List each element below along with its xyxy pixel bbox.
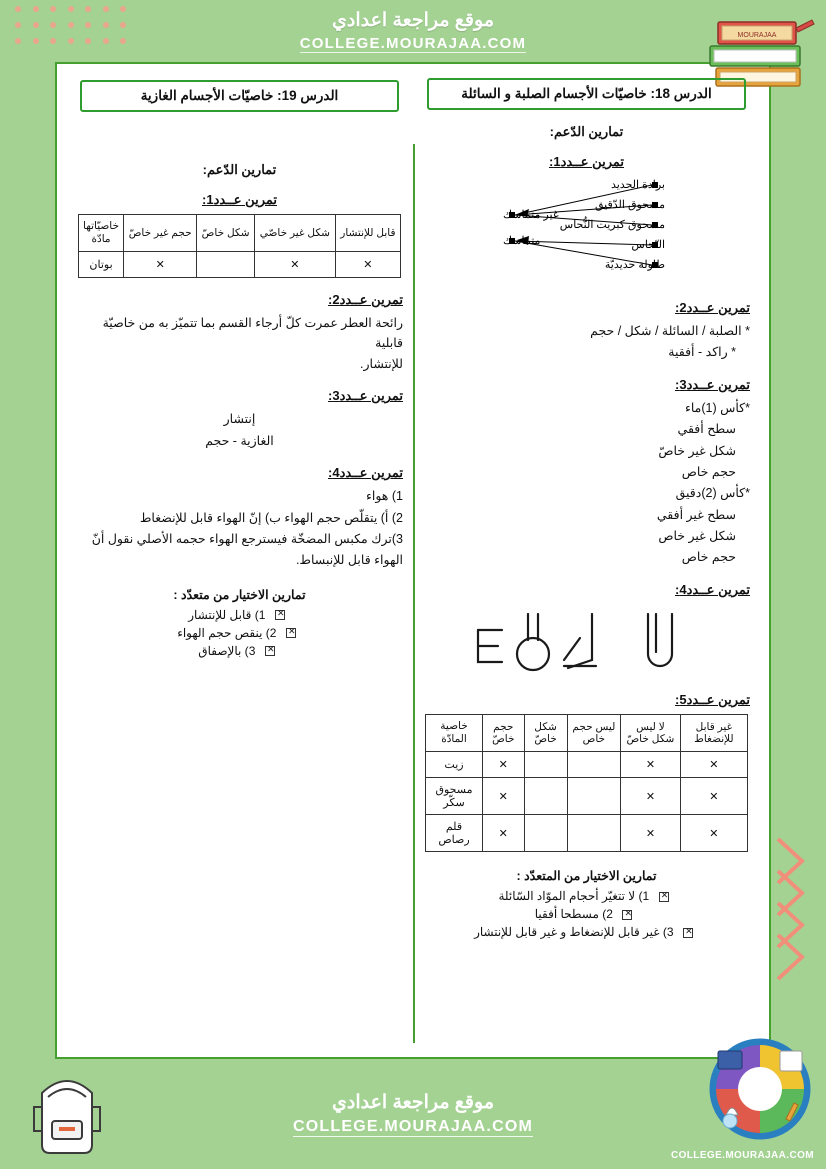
- cell: ✕: [621, 752, 681, 778]
- lesson-18-mcq-item-2: [423, 907, 750, 921]
- table-row: [426, 752, 748, 778]
- lesson-19-mcq-title: تمارين الاختيار من متعدّد :: [173, 587, 306, 602]
- lesson-18-mcq-item-1: [423, 889, 750, 903]
- mcq-label: 3) بالإصفاق: [198, 643, 256, 658]
- lesson-19-ex1-table-wrap: [76, 214, 403, 278]
- mcq-label: 3) غير قابل للإنضغاط و غير قابل للإنتشار: [474, 925, 674, 939]
- cell: [524, 815, 567, 852]
- table-row: [426, 778, 748, 815]
- table-header-row: [426, 714, 748, 751]
- cell: ✕: [680, 778, 747, 815]
- cell: [567, 752, 621, 778]
- cell: [197, 252, 255, 278]
- checkbox-icon[interactable]: [265, 646, 275, 656]
- col-header-no-volume: ليس حجم خاص: [567, 714, 621, 751]
- lesson-18-ex1-title: تمرين عــدد1:: [549, 154, 624, 169]
- cell: [567, 815, 621, 852]
- cell: ✕: [482, 752, 524, 778]
- lesson-19-ex4-line-2: 2) أ) يتقلّص حجم الهواء ب) إنّ الهواء قابل للإنضغاط: [139, 510, 403, 525]
- checkbox-icon[interactable]: [275, 610, 285, 620]
- svg-text:مسحوق الدّقيق: مسحوق الدّقيق: [594, 199, 665, 211]
- col-header-no-own-shape: شكل غير خاصّي: [254, 215, 335, 252]
- lesson-19-ex2-title: تمرين عــدد2:: [328, 292, 403, 308]
- corner-label-properties: خاصيّاتها: [83, 220, 119, 232]
- cell: [524, 752, 567, 778]
- lesson-19-ex4-line-1: 1) هواء: [366, 489, 403, 504]
- lesson-18-ex2-line-2: * راكد - أفقية: [668, 345, 736, 360]
- site-title: موقع مراجعة اعدادي: [332, 10, 494, 31]
- svg-text:مسحوق كبريت النُّحاس: مسحوق كبريت النُّحاس: [559, 219, 665, 231]
- cell: [524, 778, 567, 815]
- row-label: زيت: [426, 752, 483, 778]
- col-header-corner: [426, 714, 483, 751]
- lesson-19-ex2-line-2: للإنتشار.: [360, 357, 403, 371]
- lesson-18-ex3-line-6: سطح غير أفقي: [656, 507, 736, 522]
- matching-diagram: [437, 176, 737, 286]
- lesson-19-mcq-item-3: [76, 644, 403, 658]
- cell: ✕: [680, 815, 747, 852]
- table-row: [426, 815, 748, 852]
- cell: ✕: [621, 815, 681, 852]
- cell: ✕: [482, 778, 524, 815]
- dot-pattern-decoration: [6, 6, 126, 52]
- lesson-18-ex3-title: تمرين عــدد3:: [675, 376, 750, 392]
- lesson-18-ex3-line-8: حجم خاص: [681, 550, 736, 565]
- frame-left-band: [0, 0, 55, 1169]
- svg-text:MOURAJAA: MOURAJAA: [737, 32, 777, 39]
- corner-label-material: مادّة: [91, 233, 111, 246]
- col-header-no-own-volume: حجم غير خاصّ: [124, 215, 197, 252]
- frame-right-band: [771, 0, 826, 1169]
- checkbox-icon[interactable]: [659, 892, 669, 902]
- svg-text:غير متماسك: غير متماسك: [502, 209, 559, 221]
- svg-text:النّحاس: النّحاس: [630, 239, 665, 251]
- lesson-19-homework-label: تمارين الدّعم:: [202, 162, 277, 177]
- cell: [567, 778, 621, 815]
- table-header-row: [79, 215, 401, 252]
- cell: ✕: [335, 252, 400, 278]
- mcq-label: 1) قابل للإنتشار: [188, 607, 266, 622]
- col-header-no-shape: لا ليس شكل خاصّ: [621, 714, 681, 751]
- svg-text:متماسك: متماسك: [502, 235, 540, 247]
- mcq-label: 2) ينقص حجم الهواء: [177, 625, 277, 640]
- table-row: [79, 252, 401, 278]
- lesson-19-mcq-item-1: [76, 608, 403, 622]
- lesson-19-ex1-title: تمرين عــدد1:: [202, 192, 277, 207]
- mcq-label: 2) مسطحا أفقيا: [534, 907, 613, 921]
- lesson-18-ex3-line-4: حجم خاص: [681, 464, 736, 479]
- site-url: COLLEGE.MOURAJAA.COM: [299, 35, 527, 52]
- svg-text:طاولة حديديّة: طاولة حديديّة: [604, 259, 665, 271]
- checkbox-icon[interactable]: [622, 910, 632, 920]
- lesson-18-homework-label: تمارين الدّعم:: [549, 124, 624, 139]
- cell: ✕: [621, 778, 681, 815]
- lesson-18-ex3-line-3: شكل غير خاصّ: [658, 443, 736, 458]
- lesson-19-ex1-table: [78, 214, 401, 278]
- lesson-18-ex2-title: تمرين عــدد2:: [675, 300, 750, 315]
- col-header-own-shape: شكل خاصّ: [524, 714, 567, 751]
- row-label: مسحوق سكّر: [426, 778, 483, 815]
- col-header-diffusible: قابل للإنتشار: [335, 215, 400, 252]
- checkbox-icon[interactable]: [683, 928, 693, 938]
- lesson-18-ex3-line-5: *كأس (2)دقيق: [675, 486, 750, 501]
- lesson-18-ex5-table: [425, 714, 748, 852]
- lesson-19-ex3-title: تمرين عــدد3:: [328, 388, 403, 404]
- row-label: بوتان: [79, 252, 124, 278]
- col-header-own-volume: حجم خاصّ: [482, 714, 524, 751]
- lesson-19-ex3-line-1: إنتشار: [223, 412, 256, 427]
- lesson-19-ex3-line-2: الغازية - حجم: [205, 433, 274, 448]
- lesson-18-title: الدرس 18: خاصيّات الأجسام الصلبة و السائلة: [427, 78, 746, 110]
- lesson-18-ex5-table-wrap: [423, 714, 750, 852]
- lesson-18-mcq-title: تمارين الاختيار من المتعدّد :: [516, 869, 657, 883]
- lesson-18-ex3-line-2: سطح أفقي: [677, 422, 736, 437]
- worksheet-columns: [66, 70, 760, 1049]
- lesson-18-ex4-title: تمرين عــدد4:: [675, 581, 750, 597]
- corner-label-material: المادّة: [441, 732, 467, 745]
- cell: ✕: [254, 252, 335, 278]
- lesson-18-ex2-line-1: * الصلبة / السائلة / شكل / حجم: [590, 324, 750, 338]
- col-header-own-shape: شكل خاصّ: [197, 215, 255, 252]
- lesson-18-ex3-line-7: شكل غير خاص: [658, 529, 736, 543]
- row-label: قلم رصاص: [426, 815, 483, 852]
- lesson-19-ex4-title: تمرين عــدد4:: [328, 465, 403, 481]
- column-lesson-19: [66, 70, 413, 1049]
- footer-watermark: COLLEGE.MOURAJAA.COM: [671, 1150, 814, 1161]
- footer-site-title: موقع مراجعة اعدادي: [332, 1092, 494, 1113]
- chevron-decoration-icon: [772, 829, 822, 989]
- cell: ✕: [124, 252, 197, 278]
- column-lesson-18: [413, 70, 760, 1049]
- lab-apparatus-sketch: [442, 608, 732, 678]
- corner-label-property: خاصية: [440, 719, 468, 732]
- checkbox-icon[interactable]: [286, 628, 296, 638]
- lesson-19-title: الدرس 19: خاصيّات الأجسام الغازية: [80, 80, 399, 112]
- col-header-corner: [79, 215, 124, 252]
- mcq-label: 1) لا تتغيّر أحجام الموّاد السّائلة: [498, 889, 650, 903]
- lesson-19-ex4-line-4: الهواء قابل للإنبساط.: [295, 553, 403, 568]
- lesson-19-ex4-line-3: 3)ترك مكبس المضخّة فيسترجع الهواء حجمه الأصلي نقول أنّ: [91, 531, 403, 546]
- lesson-18-ex3-line-1: *كأس (1)ماء: [684, 400, 750, 415]
- cell: ✕: [482, 815, 524, 852]
- lesson-19-ex2-line-1: رائحة العطر عمرت كلّ أرجاء القسم بما تتميّز به من خاصيّة قابلية: [102, 316, 403, 350]
- lesson-18-mcq-item-3: [423, 925, 750, 939]
- svg-text:برادة الحديد: برادة الحديد: [610, 179, 665, 191]
- cell: ✕: [680, 752, 747, 778]
- lesson-18-ex5-title: تمرين عــدد5:: [675, 691, 750, 707]
- col-header-no-compress: غير قابل للإنضغاط: [680, 714, 747, 751]
- footer-site-url: COLLEGE.MOURAJAA.COM: [293, 1118, 533, 1135]
- lesson-19-mcq-item-2: [76, 626, 403, 640]
